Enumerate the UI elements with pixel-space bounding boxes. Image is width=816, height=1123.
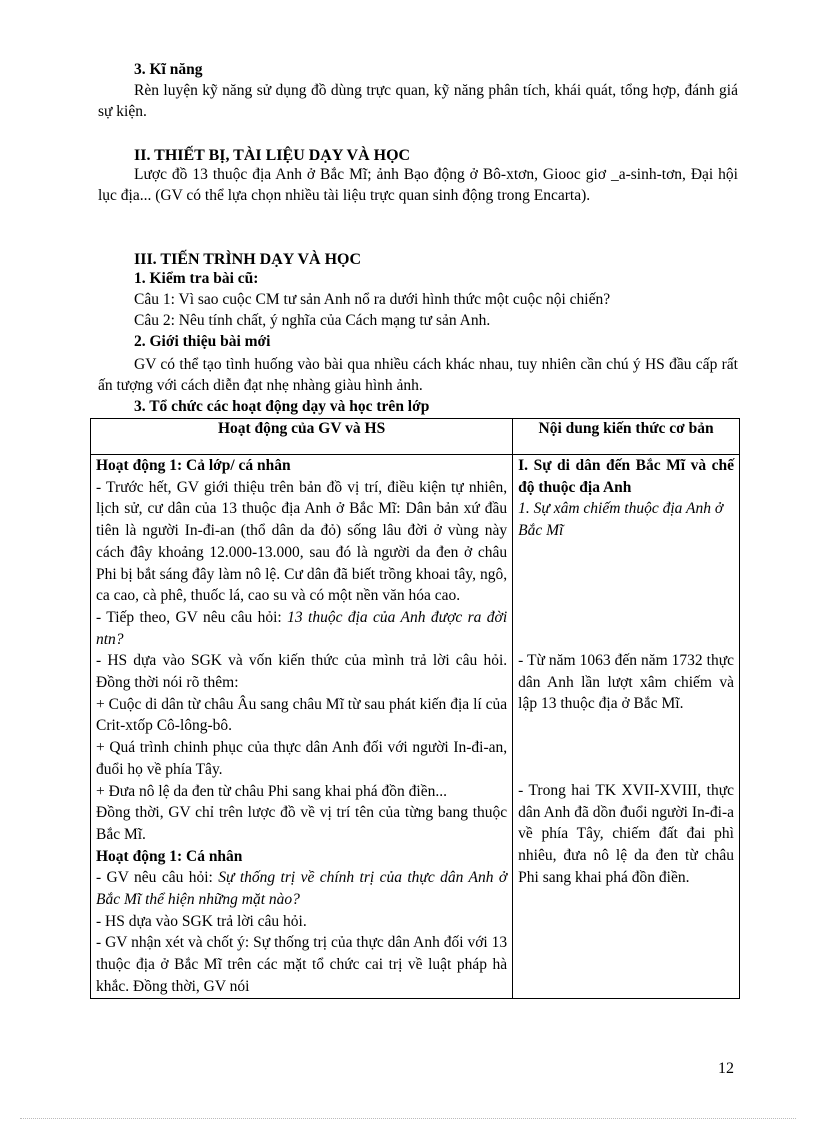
activity-1-intro: - Trước hết, GV giới thiệu trên bản đồ vị trí, điều kiện tự nhiên, lịch sử, cư dân của 13 thuộc địa Anh ở Bắc Mĩ: Dân bản xứ đầu tiên là người In-đi-an (thổ dân da đỏ) sống lâu đời ở vùng này cách đây khoảng 12.000-13.000, sau đó là người da đen ở châu Phi bị bắt sáng đây làm nô lệ. Cư dân đã biết trồng khoai tây, ngô, ca cao, cà phê, thuốc lá, cao su và có một nền văn hóa cao.: [96, 478, 508, 605]
section3-heading: III. TIẾN TRÌNH DẠY VÀ HỌC: [134, 251, 362, 268]
skills-heading: 3. Kĩ năng: [134, 61, 203, 78]
activities-heading: 3. Tổ chức các hoạt động dạy và học trên lớp: [134, 398, 430, 415]
activity-1-point-3: + Đưa nô lệ da đen từ châu Phi sang khai phá đồn điền...: [96, 782, 447, 800]
intro-text: GV có thể tạo tình huống vào bài qua nhiều cách khác nhau, tuy nhiên cần chú ý HS đầu cấp rất ấn tượng với cách diễn đạt nhẹ nhàng giàu hình ảnh.: [98, 356, 738, 394]
question-2: Câu 2: Nêu tính chất, ý nghĩa của Cách mạng tư sản Anh.: [134, 312, 491, 329]
activity-1-map-note: Đồng thời, GV chỉ trên lược đồ về vị trí tên của từng bang thuộc Bắc Mĩ.: [96, 804, 508, 843]
lesson-table: [90, 418, 740, 999]
activity-1-title: Hoạt động 1: Cả lớp/ cá nhân: [96, 457, 291, 474]
col-header-activities: Hoạt động của GV và HS: [91, 419, 513, 455]
skills-text: Rèn luyện kỹ năng sử dụng đồ dùng trực quan, kỹ năng phân tích, khái quát, tổng hợp, đánh giá sự kiện.: [98, 82, 738, 120]
page-number: 12: [718, 1060, 734, 1077]
activities-cell: [91, 455, 513, 999]
content-point-1: - Từ năm 1063 đến năm 1732 thực dân Anh lần lượt xâm chiếm và lập 13 thuộc địa ở Bắc Mĩ.: [518, 651, 734, 713]
activity-2-answer: - HS dựa vào SGK trả lời câu hỏi.: [96, 912, 307, 930]
activity-1-point-1: + Cuộc di dân từ châu Âu sang châu Mĩ từ sau phát kiến địa lí của Crit-xtốp Cô-lông-bô.: [96, 695, 508, 735]
question-text: 13 thuộc địa của Anh được ra đời ntn?: [96, 608, 508, 648]
col-header-content: Nội dung kiến thức cơ bản: [513, 419, 740, 455]
section2-heading: II. THIẾT BỊ, TÀI LIỆU DẠY VÀ HỌC: [134, 147, 411, 164]
content-heading: I. Sự di dân đến Bắc Mĩ và chế độ thuộc địa Anh: [518, 457, 734, 496]
page-bottom-divider: [20, 1118, 796, 1119]
content-point-2: - Trong hai TK XVII-XVIII, thực dân Anh đã dồn đuổi người In-đi-a về phía Tây, chiếm đất đai phì nhiêu, đưa nô lệ da đen từ châu Phi sang khai phá đồn điền.: [518, 781, 734, 886]
activity-1-point-2: + Quá trình chinh phục của thực dân Anh đối với người In-đi-an, đuổi họ về phía Tây.: [96, 739, 508, 778]
content-subheading: 1. Sự xâm chiếm thuộc địa Anh ở Bắc Mĩ: [518, 500, 724, 540]
old-lesson-check-heading: 1. Kiểm tra bài cũ:: [134, 270, 259, 287]
question-1: Câu 1: Vì sao cuộc CM tư sản Anh nổ ra dưới hình thức một cuộc nội chiến?: [134, 291, 611, 308]
question-prefix: - Tiếp theo, GV nêu câu hỏi:: [96, 608, 288, 626]
section2-text: Lược đồ 13 thuộc địa Anh ở Bắc Mĩ; ảnh Bạo động ở Bô-xtơn, Giooc giơ _a-sinh-tơn, Đại hội lục địa... (GV có thể lựa chọn nhiều tài liệu trực quan sinh động trong Encarta).: [98, 166, 738, 204]
content-cell: [513, 455, 740, 999]
question-text: Sự thống trị về chính trị của thực dân Anh ở Bắc Mĩ thể hiện những mặt nào?: [96, 869, 508, 909]
activity-1-answer: - HS dựa vào SGK và vốn kiến thức của mình trả lời câu hỏi. Đồng thời nói rõ thêm:: [96, 652, 508, 692]
question-prefix: - GV nêu câu hỏi:: [96, 869, 219, 887]
activity-2-question: [96, 867, 507, 910]
table-row: [91, 455, 740, 999]
activity-2-conclusion: - GV nhận xét và chốt ý: Sự thống trị của thực dân Anh đối với 13 thuộc địa ở Bắc Mĩ trên các mặt tổ chức cai trị về luật pháp hà khắc. Đồng thời, GV nói: [96, 934, 508, 995]
activity-2-title: Hoạt động 1: Cá nhân: [96, 847, 243, 865]
activity-1-question: [96, 607, 507, 650]
table-header-row: [91, 419, 740, 455]
new-lesson-intro-heading: 2. Giới thiệu bài mới: [134, 333, 271, 350]
